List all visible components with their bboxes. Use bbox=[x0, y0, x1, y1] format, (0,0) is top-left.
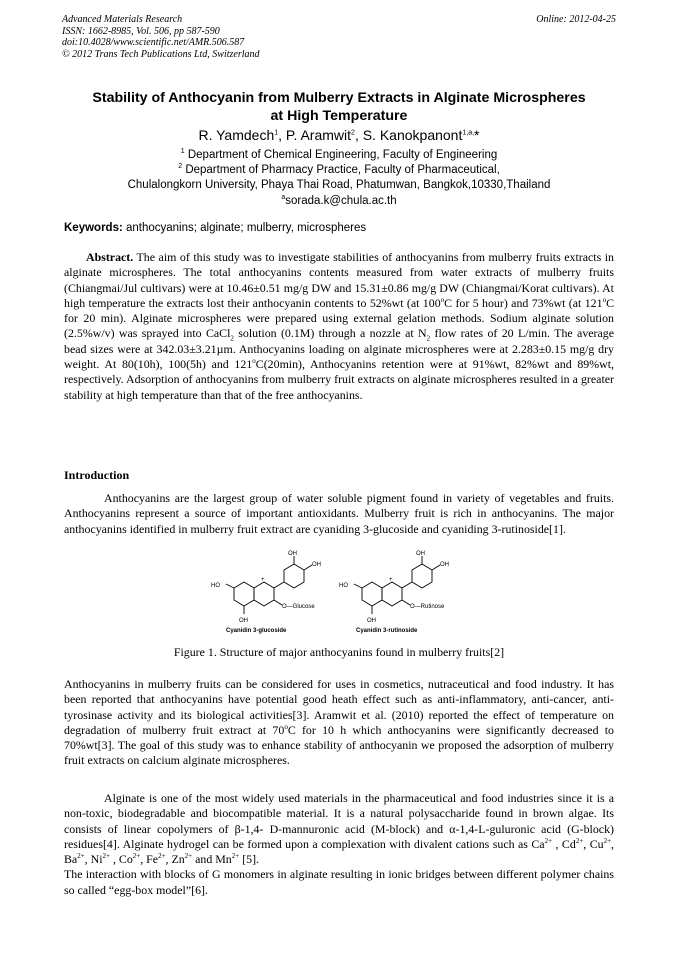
bond bbox=[304, 565, 312, 570]
abstract bbox=[64, 250, 614, 403]
author-3-affil: 1,a, bbox=[462, 129, 475, 137]
ion: and Mn bbox=[192, 852, 232, 867]
ion: [5]. bbox=[239, 852, 260, 867]
ion: , Cd bbox=[552, 836, 576, 851]
oxonium-plus: + bbox=[261, 577, 265, 583]
online-date: Online: 2012-04-25 bbox=[536, 14, 616, 25]
keywords-label: Keywords: bbox=[64, 222, 123, 234]
intro-paragraph-2 bbox=[64, 677, 614, 769]
keywords-text: anthocyanins; alginate; mulberry, microspheres bbox=[122, 222, 367, 234]
oxonium-plus: + bbox=[389, 577, 393, 583]
degree-mark: o bbox=[602, 295, 607, 304]
ring-a bbox=[362, 582, 382, 606]
charge: 2+ bbox=[132, 852, 141, 861]
ion: , Ba bbox=[64, 836, 615, 867]
oh-label: OH bbox=[239, 618, 248, 624]
email-line bbox=[20, 194, 658, 209]
degree-mark: o bbox=[284, 722, 288, 731]
journal-header bbox=[62, 14, 616, 60]
ion: , Fe bbox=[140, 852, 159, 867]
rutinose-label: O—Rutinose bbox=[410, 604, 445, 610]
bond bbox=[274, 582, 284, 588]
ring-c bbox=[382, 582, 402, 606]
affiliation-2 bbox=[20, 163, 658, 178]
bond bbox=[354, 584, 362, 588]
charge: 2+ bbox=[102, 852, 110, 861]
intro-paragraph-3 bbox=[64, 791, 614, 898]
abstract-text: C for 20 min). Alginate microspheres were prepared using external gelation methods. Sodium alginate solution (2.5%w/v) was sprayed into CaCl bbox=[64, 295, 614, 341]
ring-b bbox=[284, 564, 304, 588]
email-address[interactable]: sorada.k@chula.ac.th bbox=[285, 194, 397, 207]
paper-title bbox=[40, 89, 638, 125]
charge: 2+ bbox=[231, 852, 240, 861]
oh-label: OH bbox=[440, 562, 449, 568]
title-line-2: at High Temperature bbox=[270, 108, 408, 124]
abstract-text: C for 5 hour) and 73%wt (at 121 bbox=[444, 295, 603, 310]
affiliation-2-mark: 2 bbox=[178, 163, 183, 171]
glucose-label: O—Glucose bbox=[282, 604, 315, 610]
issn-line: ISSN: 1662-8985, Vol. 506, pp 587-590 bbox=[62, 25, 220, 37]
charge: 2+ bbox=[575, 836, 584, 845]
author-list bbox=[20, 127, 658, 144]
abstract-label: Abstract. bbox=[86, 250, 134, 264]
bond bbox=[402, 600, 410, 605]
title-line-1: Stability of Anthocyanin from Mulberry Extracts in Alginate Microspheres bbox=[92, 90, 586, 106]
subscript: 2 bbox=[230, 334, 234, 343]
ho-label: HO bbox=[211, 583, 220, 589]
ion: , Co bbox=[109, 852, 133, 867]
ion: , Zn bbox=[165, 852, 185, 867]
alginate-paragraph bbox=[64, 791, 614, 867]
charge: 2+ bbox=[544, 836, 553, 845]
egg-box-paragraph: The interaction with blocks of G monomers in alginate resulting in ionic bridges between different polymer chains so called “egg-box model”[6]. bbox=[64, 867, 614, 897]
charge: 2+ bbox=[603, 836, 612, 845]
subscript: 2 bbox=[426, 334, 431, 343]
corresponding-star: * bbox=[474, 127, 480, 143]
author-1-affil: 1 bbox=[274, 129, 279, 137]
author-2-affil: 2 bbox=[351, 129, 355, 137]
author-1: R. Yamdech bbox=[198, 127, 275, 143]
ring-a bbox=[234, 582, 254, 606]
oh-label: OH bbox=[416, 551, 425, 557]
doi-line: doi:10.4028/www.scientific.net/AMR.506.587 bbox=[62, 37, 245, 48]
journal-name: Advanced Materials Research bbox=[62, 14, 183, 25]
oh-label: OH bbox=[367, 618, 376, 624]
charge: 2+ bbox=[158, 852, 166, 861]
keywords bbox=[64, 222, 614, 234]
bond bbox=[226, 584, 234, 588]
cyanidin-3-glucoside-label: Cyanidin 3-glucoside bbox=[226, 628, 287, 634]
intro-paragraph-1: Anthocyanins are the largest group of water soluble pigment found in variety of vegetables and fruits. Anthocyanins represent a source of important antioxidants. Mulberry fruit is rich in anthocyanins. The major anthocyanins identified in mulberry fruit extract are cyaniding 3-glucoside and cyaniding 3-rutinoside[1]. bbox=[64, 491, 614, 536]
paragraph-text: Alginate is one of the most widely used materials in the pharmaceutical and food industries since it is a non-toxic, biodegradable and biocompatible material. It is a natural polysaccharide found in brown algae. Its consists of linear copolymers of β-1,4- D-mannuronic acid (M-block) and α-1,4-L-guluronic acid (G-block) residues[4]. Alginate hydrogel can be formed upon a complexation with divalent cations such as Ca bbox=[64, 791, 614, 851]
oh-label: OH bbox=[312, 562, 321, 568]
author-3: , S. Kanokpanont bbox=[354, 127, 463, 143]
abstract-text: C(20min), Anthocyanins retention were at 91%wt, 82%wt and 89%wt, respectively. Adsorption of anthocyanins from mulberry fruit extracts on alginate microspheres resulted in a greater stability at high temperature than that of the free anthocyanins. bbox=[64, 357, 614, 402]
ring-b bbox=[412, 564, 432, 588]
paragraph-text: C for 10 h which anthocyanins were significantly decreased to 70%wt[3]. The goal of this study was to enhance stability of anthocyanin we proposed the adsorption of mulberry fruit extracts on calcium alginate microspheres. bbox=[64, 722, 614, 768]
bond bbox=[402, 582, 412, 588]
charge: 2+ bbox=[184, 852, 193, 861]
degree-mark: o bbox=[440, 295, 445, 304]
bond bbox=[432, 565, 440, 570]
affiliation-1-text: Department of Chemical Engineering, Faculty of Engineering bbox=[184, 149, 498, 161]
copyright-line: © 2012 Trans Tech Publications Ltd, Switzerland bbox=[62, 48, 260, 60]
affiliation-2-text: Department of Pharmacy Practice, Faculty of Pharmaceutical, bbox=[182, 164, 500, 177]
affiliation-1 bbox=[20, 148, 658, 163]
figure-caption: Figure 1. Structure of major anthocyanins found in mulberry fruits[2] bbox=[173, 645, 505, 659]
ring-c bbox=[254, 582, 274, 606]
introduction-heading: Introduction bbox=[64, 468, 130, 482]
anthocyanin-structure-figure bbox=[210, 548, 470, 640]
bond bbox=[274, 600, 282, 605]
abstract-text: solution (0.1M) through a nozzle at N bbox=[233, 326, 427, 341]
charge: 2+ bbox=[77, 852, 85, 861]
abstract-text: flow rates of 20 L/min. The average bead sizes were at 342.03±3.21µm. Anthocyanins loading on alginate microspheres were at 2.283±0.15 mg/g dry weight. At 80(10h), 100(5h) and 121 bbox=[64, 326, 614, 372]
author-2: , P. Aramwit bbox=[278, 127, 352, 143]
oh-label: OH bbox=[288, 551, 297, 557]
affiliation-1-mark: 1 bbox=[180, 148, 185, 156]
ion: , Cu bbox=[583, 836, 604, 851]
abstract-text: The aim of this study was to investigate stabilities of anthocyanins from mulberry fruits extracts in alginate microspheres. The total anthocyanins contents measured from water extracts of mulberry fruits (Chiangmai/Jul cultivars) were at 10.46±0.51 mg/g DW and 15.31±0.86 mg/g DW (Chiangmai/Korat cultivars). At high temperature the extracts lost their anthocyanin contents to 52%wt (at 100 bbox=[64, 250, 614, 310]
email-mark: a bbox=[281, 193, 286, 201]
cyanidin-3-rutinoside-label: Cyanidin 3-rutinoside bbox=[356, 628, 418, 634]
affiliations bbox=[20, 148, 658, 209]
paragraph-text: Anthocyanins in mulberry fruits can be considered for uses in cosmetics, nutraceutical and food industry. It has been reported that anthocyanins have potential good heath effect such as anti-inflammatory, anti-cancer, anti-tyrosinase activity and its biological activities[3]. Aramwit et al. (2010) reported the effect of temperature on degradation of mulberry fruit extract at 70 bbox=[64, 677, 614, 737]
ion: , Ni bbox=[84, 852, 103, 867]
degree-mark: o bbox=[252, 357, 256, 366]
ho-label: HO bbox=[339, 583, 348, 589]
affiliation-address: Chulalongkorn University, Phaya Thai Road, Phatumwan, Bangkok,10330,Thailand bbox=[127, 179, 551, 192]
